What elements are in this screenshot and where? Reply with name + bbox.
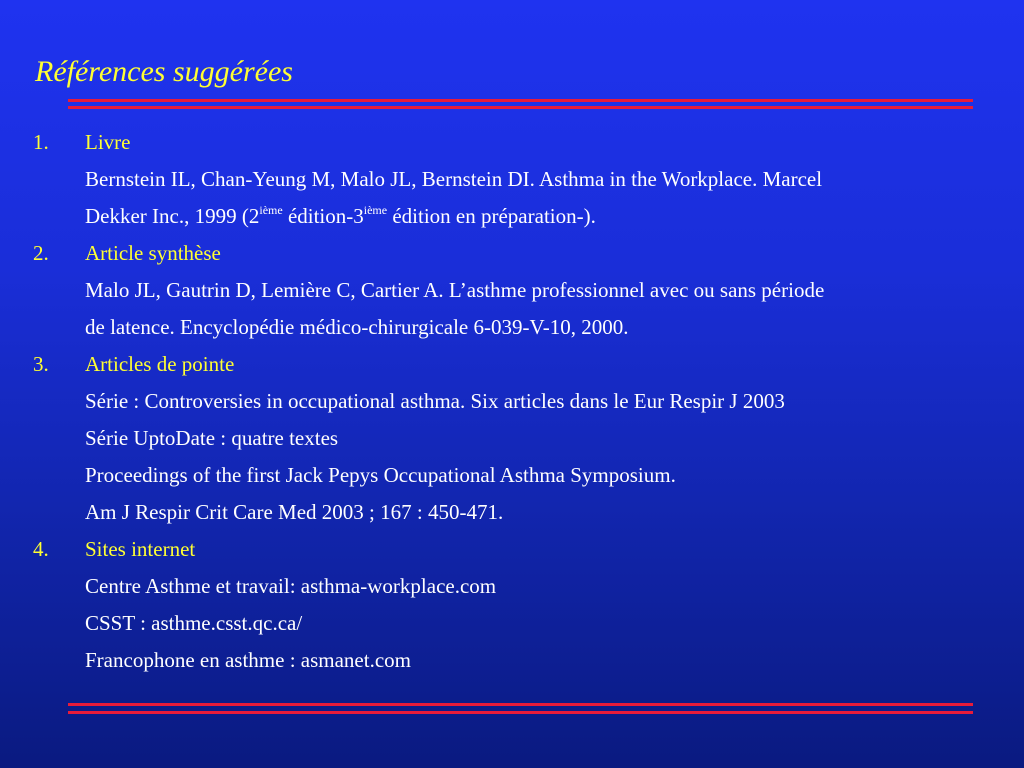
section-title: Articles de pointe [85, 352, 235, 376]
section-title: Article synthèse [85, 241, 221, 265]
section-heading [33, 235, 1003, 272]
reference-line: Francophone en asthme : asmanet.com [85, 648, 411, 672]
section-title: Livre [85, 130, 131, 154]
section-heading [33, 124, 1003, 161]
section-article-synthese [33, 235, 1003, 346]
section-sites-internet [33, 531, 1003, 679]
reference-line: Malo JL, Gautrin D, Lemière C, Cartier A. L’asthme professionnel avec ou sans période [85, 278, 825, 302]
section-heading [33, 531, 1003, 568]
section-number: 2. [33, 241, 49, 265]
section-livre [33, 124, 1003, 235]
reference-line: Série : Controversies in occupational asthma. Six articles dans le Eur Respir J 2003 [85, 389, 785, 413]
reference-line: Am J Respir Crit Care Med 2003 ; 167 : 450-471. [85, 500, 504, 524]
section-title: Sites internet [85, 537, 196, 561]
section-number: 3. [33, 352, 49, 376]
reference-text: édition en préparation-). [387, 204, 596, 228]
reference-line: Bernstein IL, Chan-Yeung M, Malo JL, Bernstein DI. Asthma in the Workplace. Marcel [85, 167, 823, 191]
reference-text: Dekker Inc., 1999 (2 [85, 204, 260, 228]
reference-line: Proceedings of the first Jack Pepys Occupational Asthma Symposium. [85, 463, 676, 487]
top-divider-line [68, 106, 973, 109]
section-articles-de-pointe [33, 346, 1003, 531]
bottom-divider-line [68, 703, 973, 706]
references-list [33, 124, 1003, 679]
superscript: ième [363, 203, 388, 217]
reference-line [33, 198, 1003, 235]
section-number: 1. [33, 130, 49, 154]
superscript: ième [259, 203, 283, 217]
reference-line: Centre Asthme et travail: asthma-workplace.com [85, 574, 497, 598]
slide-title: Références suggérées [35, 55, 293, 88]
bottom-divider-line [68, 711, 973, 714]
section-number: 4. [33, 537, 49, 561]
reference-line: Série UptoDate : quatre textes [85, 426, 339, 450]
top-divider-line [68, 99, 973, 102]
reference-line: de latence. Encyclopédie médico-chirurgicale 6-039-V-10, 2000. [85, 315, 629, 339]
section-heading [33, 346, 1003, 383]
reference-line: CSST : asthme.csst.qc.ca/ [85, 611, 303, 635]
reference-text: édition-3 [282, 204, 364, 228]
